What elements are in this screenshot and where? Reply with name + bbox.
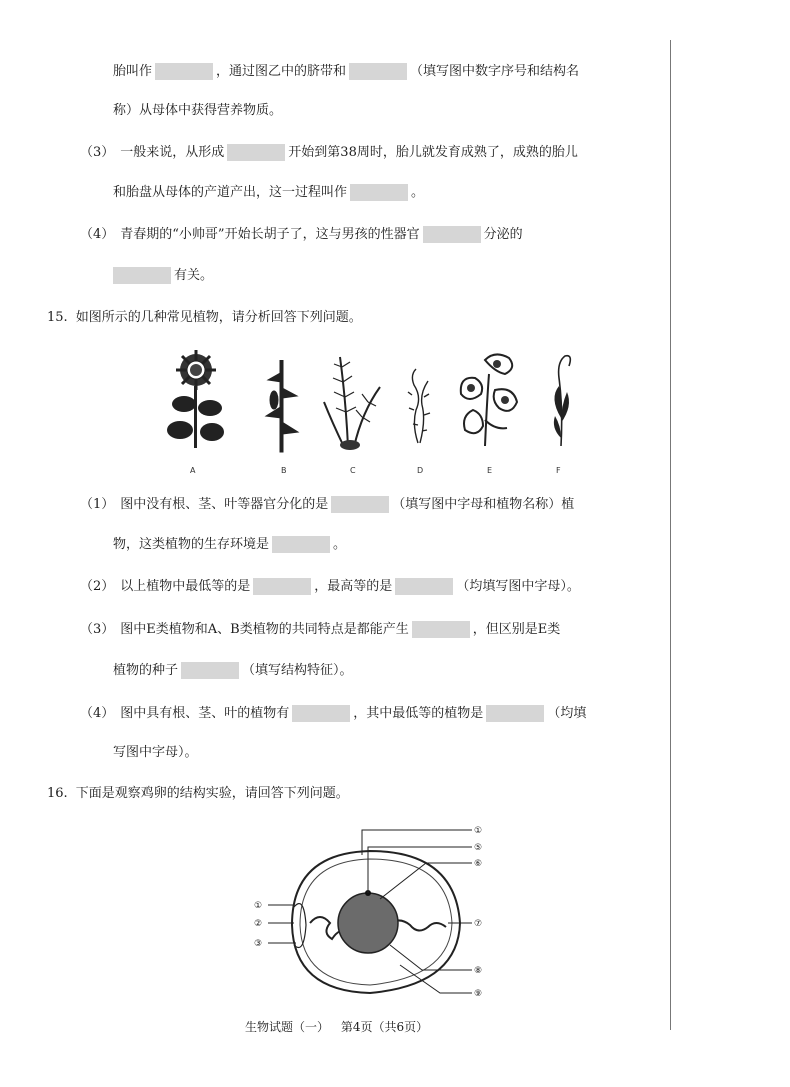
yolk xyxy=(338,893,398,953)
answer-blank[interactable] xyxy=(423,226,481,243)
label-3: ③ xyxy=(254,939,263,949)
footer-page-number: 第4页（共6页） xyxy=(340,1020,429,1034)
answer-blank[interactable] xyxy=(272,536,330,553)
answer-blank[interactable] xyxy=(412,621,470,638)
answer-blank[interactable] xyxy=(227,144,285,161)
q14-line2: 称）从母体中获得营养物质。 xyxy=(113,103,283,118)
label-1-left: ① xyxy=(254,901,263,911)
answer-blank[interactable] xyxy=(350,184,408,201)
q14-part4-line2: 有关。 xyxy=(113,266,213,286)
answer-blank[interactable] xyxy=(253,578,311,595)
answer-blank[interactable] xyxy=(292,705,350,722)
label-2: ② xyxy=(254,919,263,929)
answer-blank[interactable] xyxy=(331,496,389,513)
plant-label-e: E xyxy=(487,466,493,475)
sunflower-icon xyxy=(160,348,230,458)
answer-blank[interactable] xyxy=(486,705,544,722)
q15-part2: （2） 以上植物中最低等的是 ，最高等的是 （均填写图中字母）。 xyxy=(80,579,580,594)
label-1: ① xyxy=(474,826,483,836)
flowering-plant-icon xyxy=(455,350,525,450)
egg-structure-diagram xyxy=(250,815,500,1010)
label-7: ⑦ xyxy=(474,919,483,929)
footer-subject: 生物试题（一） xyxy=(245,1020,330,1034)
plant-label-b: B xyxy=(281,466,287,475)
margin-line xyxy=(670,40,671,1030)
answer-blank[interactable] xyxy=(349,63,407,80)
q15-part4-line1: （4） 图中具有根、茎、叶的植物有 ，其中最低等的植物是 （均填 xyxy=(80,706,587,721)
q15-part3-line1: （3） 图中E类植物和A、B类植物的共同特点是都能产生 ，但区别是E类 xyxy=(80,622,561,637)
label-8: ⑧ xyxy=(474,966,483,976)
q14-part3-line1: （3） 一般来说，从形成 开始到第38周时，胎儿就发育成熟了，成熟的胎儿 xyxy=(80,145,578,160)
seaweed-icon xyxy=(545,348,581,448)
q15-part1-line1: （1） 图中没有根、茎、叶等器官分化的是 （填写图中字母和植物名称）植 xyxy=(80,497,575,512)
label-6: ⑥ xyxy=(474,859,483,869)
plant-label-a: A xyxy=(190,466,196,475)
answer-blank[interactable] xyxy=(395,578,453,595)
q15-part3-line2: 植物的种子 （填写结构特征）。 xyxy=(113,663,353,678)
label-5: ⑤ xyxy=(474,843,483,853)
answer-blank[interactable] xyxy=(113,267,171,284)
q15-part1-line2: 物，这类植物的生存环境是 。 xyxy=(113,537,347,552)
plant-label-f: F xyxy=(556,466,561,475)
answer-blank[interactable] xyxy=(155,63,213,80)
q14-part4-line1: （4） 青春期的“小帅哥”开始长胡子了，这与男孩的性器官 分泌的 xyxy=(80,227,523,242)
answer-blank[interactable] xyxy=(181,662,239,679)
page-footer xyxy=(245,1018,436,1035)
q14-line1: 胎叫作 ，通过图乙中的脐带和 （填写图中数字序号和结构名 xyxy=(113,64,580,79)
q15-stem: 15. 如图所示的几种常见植物，请分析回答下列问题。 xyxy=(47,310,362,325)
label-9: ⑨ xyxy=(474,989,483,999)
moss-icon xyxy=(400,365,440,445)
plant-label-c: C xyxy=(350,466,356,475)
q14-part3-line2: 和胎盘从母体的产道产出，这一过程叫作 。 xyxy=(113,185,425,200)
plant-label-d: D xyxy=(417,466,424,475)
fern-icon xyxy=(318,352,386,452)
q15-part4-line2: 写图中字母）。 xyxy=(113,745,198,760)
q16-stem: 16. 下面是观察鸡卵的结构实验，请回答下列问题。 xyxy=(47,786,349,801)
corn-icon xyxy=(262,360,302,455)
